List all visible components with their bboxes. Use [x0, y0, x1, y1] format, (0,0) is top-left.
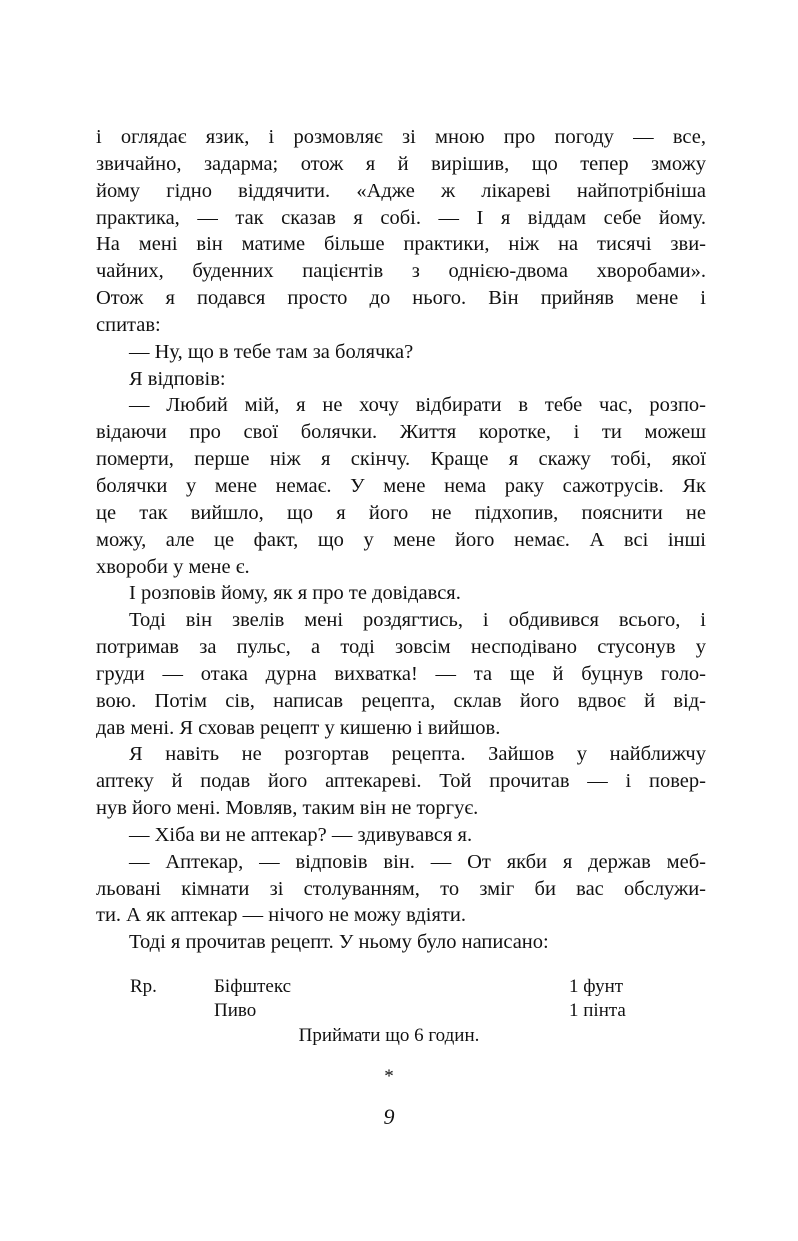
text-line: аптеку й подав його аптекареві. Той прочитав — і повер-	[96, 770, 706, 793]
text-line: померти, перше ніж я скінчу. Краще я скажу тобі, якої	[96, 448, 706, 471]
text-line: — Ну, що в тебе там за болячка?	[129, 340, 414, 363]
text-line: — Аптекар, — відповів він. — От якби я держав меб-	[129, 850, 706, 873]
text-line: можу, але це факт, що у мене його немає. А всі інші	[96, 528, 706, 551]
text-line: йому гідно віддячити. «Адже ж лікареві найпотрібніша	[96, 179, 706, 202]
prescription-instruction: Приймати що 6 годин.	[298, 1025, 480, 1046]
prescription-item-amount: 1 пінта	[569, 1000, 626, 1021]
prescription-prefix: Rp.	[130, 976, 157, 997]
text-line: Я відповів:	[129, 367, 226, 390]
text-line: спитав:	[96, 313, 161, 336]
text-line: — Хіба ви не аптекар? — здивувався я.	[129, 823, 473, 846]
body-text	[96, 124, 706, 956]
page-number: 9	[383, 1104, 395, 1129]
prescription-item-name: Біфштекс	[214, 976, 292, 997]
text-line: груди — отака дурна вихватка! — та ще й буцнув голо-	[96, 662, 706, 685]
text-line: ти. А як аптекар — нічого не можу вдіяти.	[96, 904, 466, 927]
text-line: Тоді він звелів мені роздягтись, і обдивився всього, і	[129, 609, 706, 632]
text-line: Отож я подався просто до нього. Він прийняв мене і	[96, 287, 706, 310]
text-line: Тоді я прочитав рецепт. У ньому було написано:	[129, 931, 549, 954]
text-line: І розповів йому, як я про те довідався.	[129, 582, 461, 605]
section-separator: *	[384, 1066, 394, 1087]
text-line: чайних, буденних пацієнтів з однією-двома хворобами».	[96, 260, 706, 283]
text-line: На мені він матиме більше практики, ніж на тисячі зви-	[96, 233, 706, 256]
text-line: болячки у мене немає. У мене нема раку сажотрусів. Як	[96, 474, 706, 497]
text-line: нув його мені. Мовляв, таким він не торгує.	[96, 797, 479, 820]
prescription-item-name: Пиво	[214, 1000, 257, 1021]
prescription-item-amount: 1 фунт	[569, 976, 624, 997]
text-line: це так вийшло, що я його не підхопив, пояснити не	[96, 501, 706, 524]
text-line: потримав за пульс, а тоді зовсім несподівано стусонув у	[96, 636, 706, 659]
text-line: і оглядає язик, і розмовляє зі мною про погоду — все,	[96, 126, 706, 148]
text-line: дав мені. Я сховав рецепт у кишеню і вийшов.	[96, 716, 501, 739]
text-line: звичайно, задарма; отож я й вирішив, що тепер зможу	[96, 152, 706, 175]
text-line: вою. Потім сів, написав рецепта, склав його вдвоє й від-	[96, 689, 706, 712]
text-line: хвороби у мене є.	[96, 555, 250, 578]
text-line: — Любий мій, я не хочу відбирати в тебе час, розпо-	[129, 394, 706, 417]
text-line: практика, — так сказав я собі. — І я віддам себе йому.	[96, 206, 706, 229]
text-line: льовані кімнати зі столуванням, то зміг би вас обслужи-	[96, 877, 706, 900]
text-line: відаючи про свої болячки. Життя коротке, і ти можеш	[96, 421, 706, 444]
text-line: Я навіть не розгортав рецепта. Зайшов у найближчу	[129, 743, 706, 766]
